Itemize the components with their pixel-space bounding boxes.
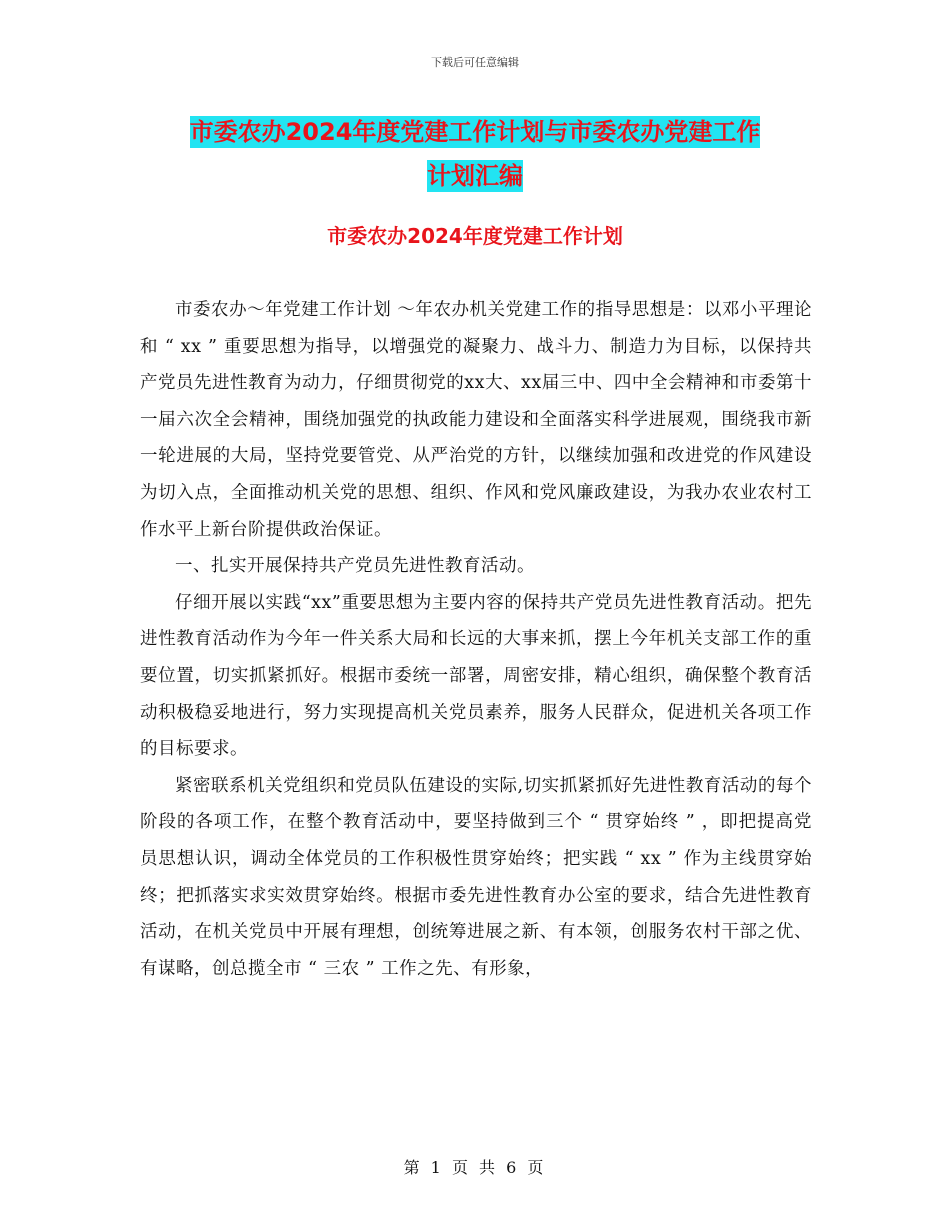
document-title: [0, 110, 950, 198]
header-note: 下载后可任意编辑: [431, 56, 519, 69]
body-text: [140, 292, 812, 987]
paragraph: 紧密联系机关党组织和党员队伍建设的实际,切实抓紧抓好先进性教育活动的每个阶段的各项工作，在整个教育活动中，要坚持做到三个 “ 贯穿始终 ” ，即把提高党员思想认识，调动全体党员的工作积极性贯穿始终；把实践 “ xx ” 作为主线贯穿始终；把抓落实求实效贯穿始终。根据市委先进性教育办公室的要求，结合先进性教育活动，在机关党员中开展有理想，创统筹进展之新、有本领，创服务农村干部之优、有谋略，创总揽全市 “ 三农 ” 工作之先、有形象，: [140, 775, 812, 979]
page-indicator: 第 1 页 共 6 页: [403, 1158, 547, 1177]
paragraph: 仔细开展以实践“xx”重要思想为主要内容的保持共产党员先进性教育活动。把先进性教育活动作为今年一件关系大局和长远的大事来抓，摆上今年机关支部工作的重要位置，切实抓紧抓好。根据市委统一部署，周密安排，精心组织，确保整个教育活动积极稳妥地进行，努力实现提高机关党员素养，服务人民群众，促进机关各项工作的目标要求。: [140, 592, 812, 760]
paragraph: 一、扎实开展保持共产党员先进性教育活动。: [175, 556, 535, 577]
document-title-line-2: 计划汇编: [427, 162, 523, 190]
section-title: 市委农办2024年度党建工作计划: [327, 224, 623, 248]
paragraph: 市委农办～年党建工作计划 ～年农办机关党建工作的指导思想是：以邓小平理论和 “ xx ” 重要思想为指导，以增强党的凝聚力、战斗力、制造力为目标，以保持共产党员先进性教育为动力，仔细贯彻党的xx大、xx届三中、四中全会精神和市委第十一届六次全会精神，围绕加强党的执政能力建设和全面落实科学进展观，围绕我市新一轮进展的大局，坚持党要管党、从严治党的方针，以继续加强和改进党的作风建设为切入点，全面推动机关党的思想、组织、作风和党风廉政建设，为我办农业农村工作水平上新台阶提供政治保证。: [140, 300, 812, 540]
document-title-line-1: 市委农办2024年度党建工作计划与市委农办党建工作: [189, 118, 761, 146]
